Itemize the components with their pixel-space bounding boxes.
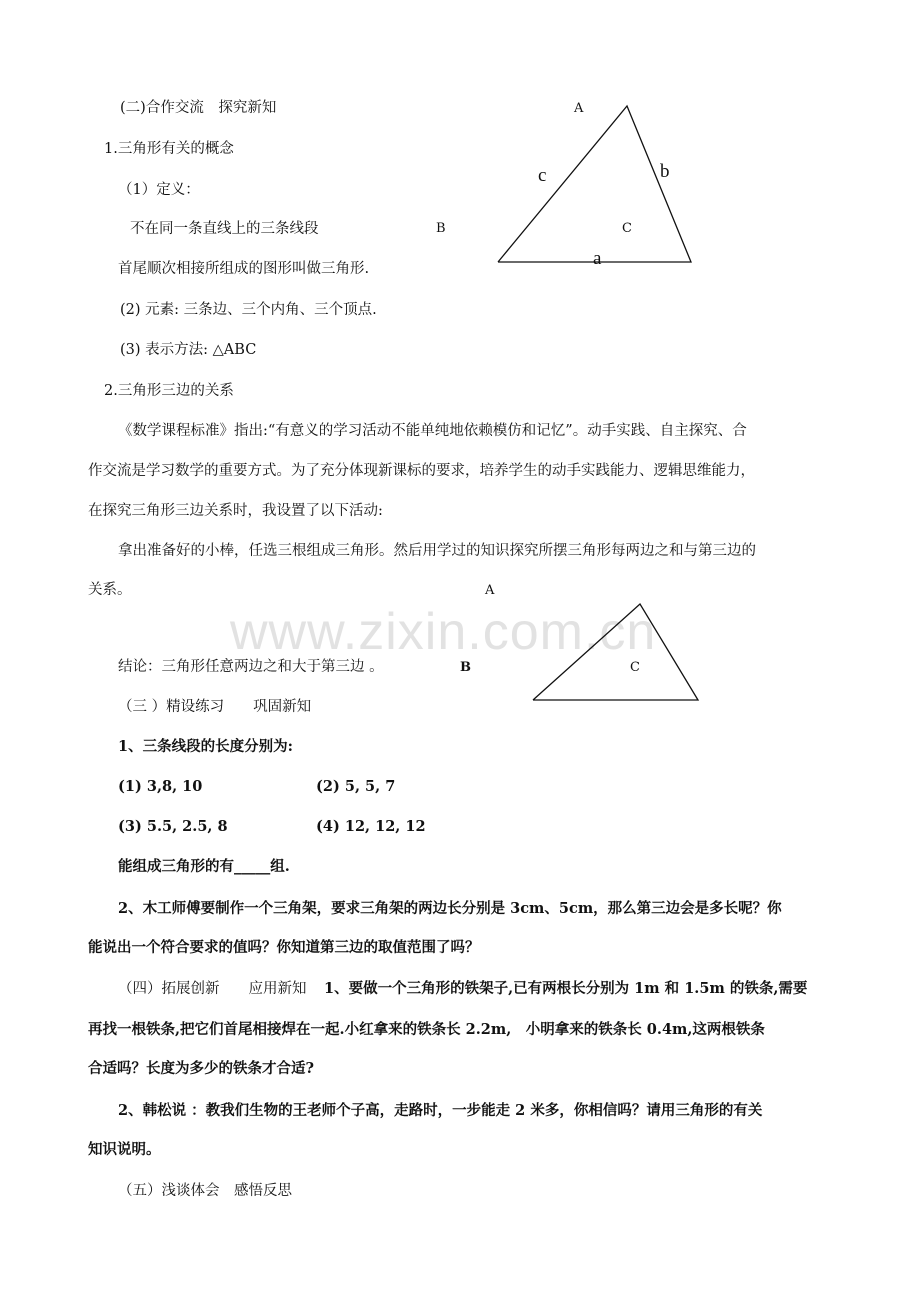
- figure1-vertex-a-label: A: [574, 101, 584, 116]
- definition-line-1: 不在同一条直线上的三条线段: [130, 221, 319, 237]
- figure1-vertex-b-label: B: [436, 221, 446, 236]
- section-heading-3: （三 ）精设练习 巩固新知: [118, 699, 312, 715]
- figure2-vertex-a-label: A: [485, 583, 495, 598]
- question-1: 1、三条线段的长度分别为:: [118, 738, 293, 755]
- paragraph-1-line-1: 《数学课程标准》指出:“有意义的学习活动不能单纯地依赖模仿和记忆”。动手实践、自主探究、合: [118, 423, 747, 439]
- figure2-vertex-b-label: B: [460, 660, 471, 675]
- conclusion-text: 结论：三角形任意两边之和大于第三边 。: [118, 659, 384, 675]
- problem-1-line-1: 1、要做一个三角形的铁架子,已有两根长分别为 1m 和 1.5m 的铁条,需要: [324, 980, 808, 997]
- section-heading-4: （四）拓展创新 应用新知: [118, 981, 307, 997]
- question-2-line-1: 2、木工师傅要制作一个三角架，要求三角架的两边长分别是 3cm、5cm，那么第三边会是多长呢？你: [118, 900, 782, 917]
- paragraph-1-line-3: 在探究三角形三边关系时，我设置了以下活动:: [88, 503, 383, 519]
- question-1-tail: 能组成三角形的有_____组.: [118, 858, 290, 875]
- option-1: (1) 3,8, 10: [118, 778, 203, 795]
- option-4: (4) 12, 12, 12: [316, 818, 426, 835]
- section-heading-5: （五）浅谈体会 感悟反思: [118, 1183, 292, 1199]
- notation-text: (3) 表示方法: △ABC: [120, 342, 257, 358]
- figure2-vertex-c-label: C: [630, 660, 640, 675]
- definition-label: （1）定义：: [118, 182, 200, 198]
- paragraph-1-line-2: 作交流是学习数学的重要方式。为了充分体现新课标的要求，培养学生的动手实践能力、逻辑思维能力，: [88, 463, 755, 479]
- paragraph-2-line-2: 关系。: [88, 582, 132, 598]
- problem-2-line-2: 知识说明。: [88, 1141, 161, 1158]
- question-2-line-2: 能说出一个符合要求的值吗？你知道第三边的取值范围了吗？: [88, 939, 480, 956]
- problem-1-line-2: 再找一根铁条,把它们首尾相接焊在一起.小红拿来的铁条长 2.2m, 小明拿来的铁条长 0.4m,这两根铁条: [88, 1021, 765, 1038]
- figure1-side-c-label: c: [538, 165, 547, 186]
- elements-text: (2) 元素: 三条边、三个内角、三个顶点.: [120, 302, 377, 318]
- section-heading-2: (二)合作交流 探究新知: [120, 100, 277, 116]
- definition-line-2: 首尾顺次相接所组成的图形叫做三角形.: [118, 261, 370, 277]
- paragraph-2-line-1: 拿出准备好的小棒，任选三根组成三角形。然后用学过的知识探究所摆三角形每两边之和与第三边的: [118, 543, 756, 559]
- watermark: www.zixin.com.cn: [230, 603, 657, 661]
- option-3: (3) 5.5, 2.5, 8: [118, 818, 228, 835]
- problem-2-line-1: 2、韩松说 ：教我们生物的王老师个子高，走路时，一步能走 2 米多，你相信吗？请用三角形的有关: [118, 1102, 763, 1119]
- item-1-heading: 1.三角形有关的概念: [104, 141, 234, 157]
- item-2-heading: 2.三角形三边的关系: [104, 383, 234, 399]
- option-2: (2) 5, 5, 7: [316, 778, 396, 795]
- figure1-side-a-label: a: [593, 248, 602, 269]
- problem-1-line-3: 合适吗？长度为多少的铁条才合适?: [88, 1060, 314, 1077]
- figure1-side-b-label: b: [660, 161, 670, 182]
- figure1-vertex-c-label: C: [622, 221, 632, 236]
